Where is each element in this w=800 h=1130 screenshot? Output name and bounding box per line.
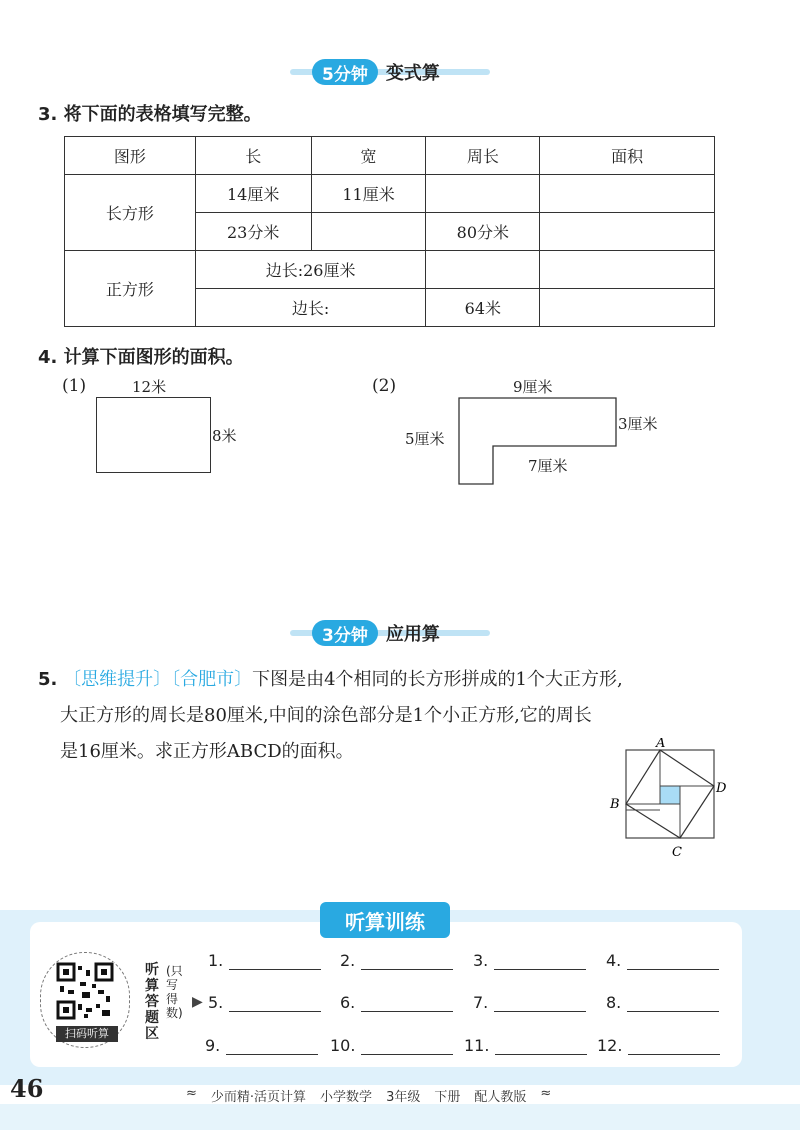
- answer-cell[interactable]: [311, 213, 426, 251]
- listening-title: 听算训练: [320, 902, 450, 938]
- table-cell: 23分米: [195, 213, 311, 251]
- subject: 小学数学: [320, 1090, 373, 1105]
- square-diagram: [604, 738, 740, 864]
- answer-cell[interactable]: [540, 289, 715, 327]
- answer-area-note: (只写得数): [166, 964, 183, 1020]
- table-cell: 11厘米: [311, 175, 426, 213]
- slot-number: 8.: [606, 993, 622, 1012]
- edition: 配人教版: [474, 1090, 527, 1105]
- rectangle-figure: [96, 397, 211, 473]
- figure-2-number: (2): [372, 376, 397, 396]
- question-3-title: 3. 将下面的表格填写完整。: [38, 104, 262, 125]
- section-title: 应用算: [385, 624, 440, 645]
- grade: 3年级: [386, 1090, 421, 1105]
- header-cell: 长: [195, 137, 311, 175]
- table-header-row: [65, 137, 715, 175]
- header-cell: 宽: [311, 137, 426, 175]
- vertex-c-label: C: [672, 845, 682, 860]
- qr-code-icon[interactable]: [56, 962, 114, 1020]
- answer-cell[interactable]: [540, 175, 715, 213]
- footer-info: [186, 1086, 551, 1105]
- answer-slot[interactable]: [473, 993, 586, 1012]
- shape-name-cell: 长方形: [65, 175, 196, 251]
- answer-slot[interactable]: [606, 951, 719, 970]
- answer-slot[interactable]: [340, 993, 453, 1012]
- slot-number: 10.: [330, 1036, 356, 1055]
- question-5-line-2: 大正方形的周长是80厘米,中间的涂色部分是1个小正方形,它的周长: [60, 705, 592, 726]
- vertex-a-label: A: [656, 738, 666, 751]
- question-5-line-3: 是16厘米。求正方形ABCD的面积。: [60, 741, 354, 762]
- answer-slot[interactable]: [473, 951, 586, 970]
- answer-slot[interactable]: [205, 1036, 318, 1055]
- tag-city: 〔合肥市〕: [171, 669, 253, 690]
- qr-caption: 扫码听算: [56, 1026, 118, 1042]
- slot-number: 3.: [473, 951, 489, 970]
- volume: 下册: [434, 1090, 461, 1105]
- tag-thinking: 〔思维提升〕: [63, 669, 172, 690]
- slot-number: 2.: [340, 951, 356, 970]
- figure-1-top-label: 12米: [132, 378, 167, 396]
- slot-number: 1.: [208, 951, 224, 970]
- section-header-application: [290, 620, 490, 646]
- question-4-title: 4. 计算下面图形的面积。: [38, 347, 244, 368]
- answer-slot[interactable]: [208, 993, 321, 1012]
- table-cell[interactable]: 边长:: [195, 289, 426, 327]
- table-cell: 80分米: [426, 213, 540, 251]
- header-cell: 面积: [540, 137, 715, 175]
- answer-cell[interactable]: [540, 213, 715, 251]
- header-cell: 周长: [426, 137, 540, 175]
- figure-2-right-label: 3厘米: [618, 415, 658, 433]
- footer-band: [0, 1104, 800, 1130]
- slot-number: 5.: [208, 993, 224, 1012]
- figure-1-right-label: 8米: [212, 427, 237, 445]
- figure-2-bottom-label: 7厘米: [528, 457, 568, 475]
- answer-slot[interactable]: [340, 951, 453, 970]
- book-title: 少而精·活页计算: [210, 1090, 307, 1105]
- answer-area-label: 听算答题区: [145, 962, 159, 1042]
- answer-slot[interactable]: [597, 1036, 720, 1055]
- figure-2-top-label: 9厘米: [513, 378, 553, 396]
- question-text: 下图是由4个相同的长方形拼成的1个大正方形,: [252, 669, 623, 690]
- time-badge: 5分钟: [312, 59, 378, 85]
- question-number: 5.: [38, 669, 58, 690]
- vertex-d-label: D: [716, 781, 727, 796]
- slot-number: 9.: [205, 1036, 221, 1055]
- answer-slot[interactable]: [464, 1036, 587, 1055]
- section-title: 变式算: [385, 63, 440, 84]
- wave-icon: ≈: [540, 1086, 552, 1101]
- answer-cell[interactable]: [540, 251, 715, 289]
- table-cell: 64米: [426, 289, 540, 327]
- answer-slot[interactable]: [330, 1036, 453, 1055]
- shape-name-cell: 正方形: [65, 251, 196, 327]
- slot-number: 7.: [473, 993, 489, 1012]
- wave-icon: ≈: [186, 1086, 197, 1101]
- vertex-b-label: B: [610, 797, 620, 812]
- header-cell: 图形: [65, 137, 196, 175]
- table-row: [65, 175, 715, 213]
- table-row: [65, 251, 715, 289]
- answer-cell[interactable]: [426, 175, 540, 213]
- slot-number: 11.: [464, 1036, 490, 1055]
- figure-1-number: (1): [62, 376, 87, 396]
- section-header-variation: [290, 59, 490, 85]
- page-number: 46: [10, 1074, 44, 1103]
- answer-cell[interactable]: [426, 251, 540, 289]
- answer-slot[interactable]: [606, 993, 719, 1012]
- fill-table: [64, 136, 715, 327]
- arrow-right-icon: ▶: [192, 994, 203, 1010]
- table-cell: 14厘米: [195, 175, 311, 213]
- figure-2-left-label: 5厘米: [405, 430, 445, 448]
- table-cell: 边长:26厘米: [195, 251, 426, 289]
- time-badge: 3分钟: [312, 620, 378, 646]
- slot-number: 12.: [597, 1036, 623, 1055]
- slot-number: 4.: [606, 951, 622, 970]
- slot-number: 6.: [340, 993, 356, 1012]
- answer-slot[interactable]: [208, 951, 321, 970]
- question-5-line-1: [38, 662, 738, 698]
